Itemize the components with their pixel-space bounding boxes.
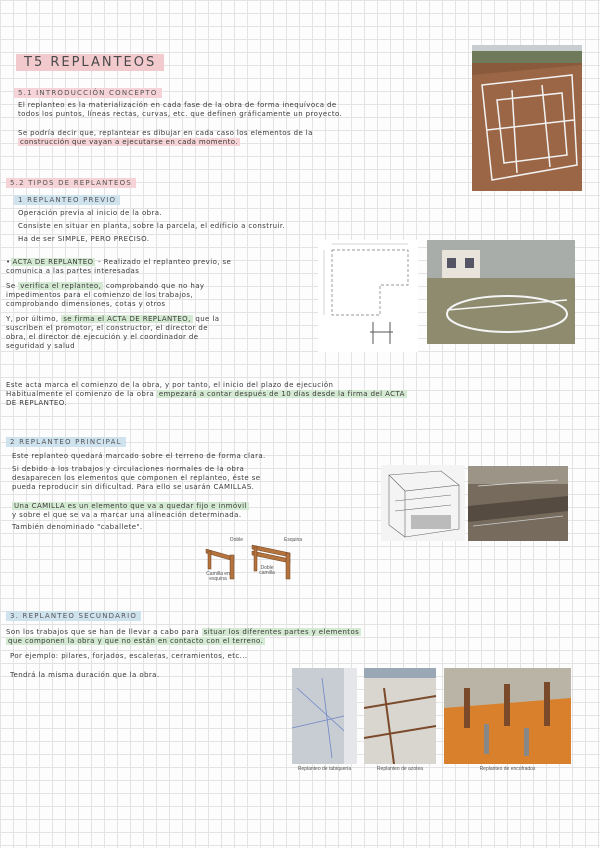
text-line: El replanteo es la materialización en cada fase de la obra de forma inequívoca de	[18, 101, 337, 109]
text-span: - Realizado el replanteo previo, se	[98, 258, 232, 266]
diagram-camilla-3d	[381, 465, 465, 541]
caption-encofrados: Replanteo de encofrados	[479, 766, 536, 772]
principal-text	[12, 452, 382, 532]
highlight: Una CAMILLA es un elemento que va a quedar fijo e inmóvil	[14, 502, 247, 510]
highlight: situar los diferentes partes y elementos	[203, 628, 360, 636]
text-line: Este acta marca el comienzo de la obra, y por tanto, el inicio del plazo de ejecución	[6, 381, 334, 389]
diagram-label: Doble	[230, 537, 244, 543]
acta-conclusion	[6, 381, 576, 408]
text-line: comunica a las partes interesadas	[6, 267, 140, 275]
diagram-plan-replanteo	[318, 240, 418, 352]
text-span: Se	[6, 282, 16, 290]
photo-white-lines-terrain	[427, 240, 575, 344]
text-line: desaparecen los elementos que componen el replanteo, éste se	[12, 474, 261, 482]
intro-paragraph-2	[18, 129, 463, 147]
highlight: empezará a contar después de 10 días desde la firma del ACTA	[158, 390, 405, 398]
text-line: Tendrá la misma duración que la obra.	[10, 671, 160, 679]
text-line: obra, el director de ejecución y el coordinador de	[6, 333, 199, 341]
text-line: seguridad y salud	[6, 342, 75, 350]
text-span: Y, por último,	[6, 315, 59, 323]
photo-site-replanteo	[472, 45, 582, 191]
section-heading-tipos: 5.2 TIPOS DE REPLANTEOS	[6, 178, 136, 188]
text-line: Operación previa al inicio de la obra.	[18, 209, 163, 217]
text-span: comprobando que no hay	[105, 282, 205, 290]
intro-paragraph-1	[18, 101, 463, 119]
diagram-label: Esquina	[284, 537, 303, 543]
text-span: Habitualmente el comienzo de la obra	[6, 390, 155, 398]
text-line: Este replanteo quedará marcado sobre el terreno de forma clara.	[12, 452, 266, 460]
text-line: Se podría decir que, replantear es dibujar en cada caso los elementos de la	[18, 129, 313, 137]
text-line: Por ejemplo: pilares, forjados, escaleras, cerramientos, etc...	[10, 652, 248, 660]
previo-text	[18, 209, 418, 244]
photo-replanteo-encofrados	[444, 668, 571, 764]
text-line: Ha de ser SIMPLE, PERO PRECISO.	[18, 235, 150, 243]
section-heading-intro: 5.1 INTRODUCCIÓN CONCEPTO	[14, 88, 162, 98]
subsection-heading-principal: 2 REPLANTEO PRINCIPAL	[6, 437, 126, 447]
bullet-icon: •	[6, 258, 11, 266]
photo-excavation	[468, 466, 568, 541]
page-title: T5 REPLANTEOS	[16, 54, 164, 71]
caption-tabiqueria: Replanteo de tabiquería	[297, 766, 352, 772]
text-line: suscriben el promotor, el constructor, el director de	[6, 324, 208, 332]
photo-replanteo-tabiqueria	[292, 668, 357, 764]
highlight: se firma el ACTA DE REPLANTEO,	[63, 315, 191, 323]
diagram-camillas	[200, 535, 303, 585]
photo-replanteo-azotea	[364, 668, 436, 764]
subsection-heading-previo: 1 REPLANTEO PREVIO	[14, 195, 120, 205]
text-line: Si debido a los trabajos y circulaciones normales de la obra	[12, 465, 245, 473]
caption-line: esquina	[209, 576, 227, 582]
text-line: y sobre el que se va a marcar una alineación determinada.	[12, 511, 242, 519]
caption-line: Doble	[260, 565, 274, 571]
text-line: DE REPLANTEO.	[6, 399, 67, 407]
diagram-caption	[256, 566, 278, 576]
highlight: construcción que vayan a ejecutarse en cada momento.	[20, 138, 238, 146]
text-line: comprobando dimensiones, cotas y otros	[6, 300, 166, 308]
acta-label: ACTA DE REPLANTEO	[12, 258, 94, 266]
text-line: También denominado "caballete".	[12, 523, 143, 531]
caption-azotea: Replanteo de azotea	[376, 766, 424, 772]
text-span: que la	[195, 315, 220, 323]
diagram-caption	[204, 572, 232, 582]
text-line: Consiste en situar en planta, sobre la parcela, el edificio a construir.	[18, 222, 286, 230]
text-span: Son los trabajos que se han de llevar a cabo para	[6, 628, 200, 636]
highlight: que componen la obra y que no están en contacto con el terreno.	[8, 637, 264, 645]
text-line: impedimentos para el comienzo de los trabajos,	[6, 291, 194, 299]
caption-line: camilla	[259, 570, 275, 576]
highlight: verifica el replanteo,	[20, 282, 102, 290]
caption-line: Camilla en	[206, 571, 230, 577]
text-line: pueda reproducir sin dificultad. Para ello se usarán CAMILLAS.	[12, 483, 255, 491]
subsection-heading-secundario: 3. REPLANTEO SECUNDARIO	[6, 611, 141, 621]
acta-block	[6, 258, 306, 351]
text-line: todos los puntos, líneas rectas, curvas, etc. que definen gráficamente un proyecto.	[18, 110, 343, 118]
